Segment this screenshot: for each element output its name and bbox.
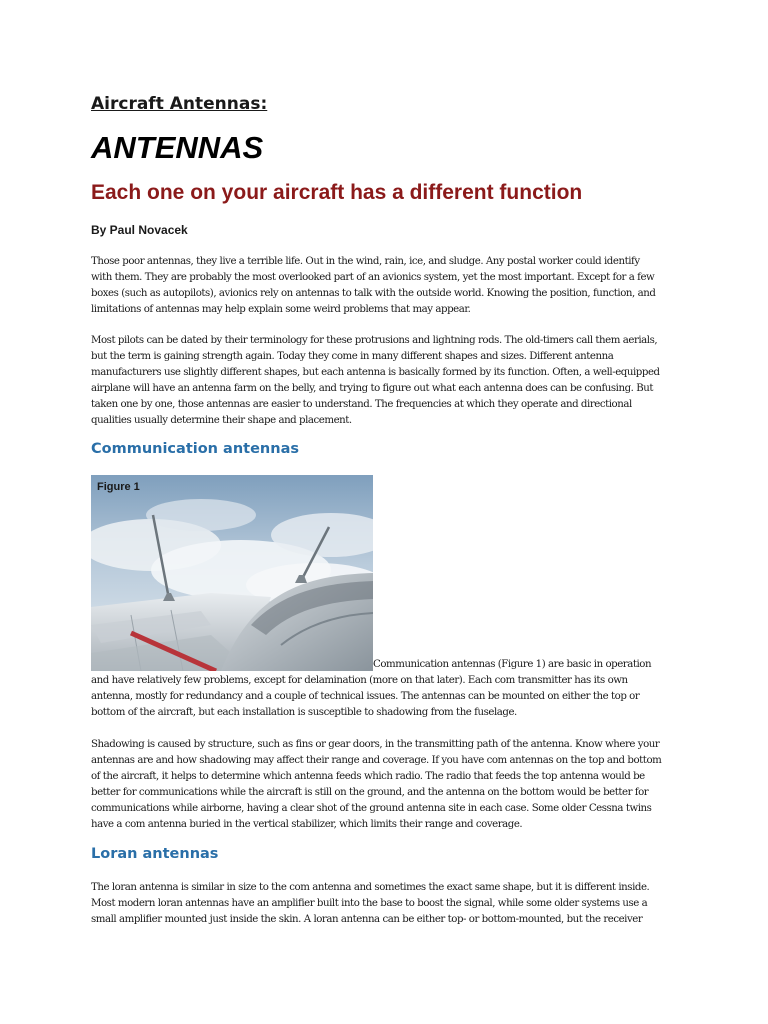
article-subtitle: Each one on your aircraft has a different function (91, 181, 583, 204)
figure-1-photo (91, 475, 373, 671)
section-heading-communication: Communication antennas (91, 441, 299, 457)
paragraph: The loran antenna is similar in size to the com antenna and sometimes the exact same shape, but it is different inside. Most modern loran antennas have an amplifier built into the base to boost the signal, while some older systems use a small amplifier mounted just inside the skin. A loran antenna can be either top- or bottom-mounted, but the receiver (91, 882, 650, 926)
paragraph-lead: Communication antennas (Figure 1) are basic in operation (373, 659, 652, 670)
paragraph: Those poor antennas, they live a terrible life. Out in the wind, rain, ice, and sludge. Any postal worker could identify with them. They are probably the most overlooked part of an avionics system, yet the most important. Except for a few boxes (such as autopilots), avionics rely on antennas to talk with the outside world. Knowing the position, function, and limitations of antennas may help explain some weird problems that may appear. (91, 256, 656, 316)
article-title: ANTENNAS (91, 130, 264, 165)
section-heading-loran: Loran antennas (91, 846, 219, 862)
paragraph: Shadowing is caused by structure, such as fins or gear doors, in the transmitting path of the antenna. Know where your antennas are and how shadowing may affect their range and coverage. If you have com antennas on the top and bottom of the aircraft, it helps to determine which antenna feeds which radio. The radio that feeds the top antenna would be better for communications while the aircraft is still on the ground, and the antenna on the bottom would be better for communications while airborne, having a clear shot of the ground antenna site in each case. Some older Cessna twins have a com antenna buried in the vertical stabilizer, which limits their range and coverage. (91, 739, 662, 831)
paragraph: Most pilots can be dated by their terminology for these protrusions and lightning rods. The old-timers call them aerials, but the term is gaining strength again. Today they come in many different shapes and sizes. Different antenna manufacturers use slightly different shapes, but each antenna is basically formed by its function. Often, a well-equipped airplane will have an antenna farm on the belly, and trying to figure out what each antenna does can be confusing. But taken one by one, those antennas are easier to understand. The frequencies at which they operate and directional qualities usually determine their shape and placement. (91, 335, 660, 427)
paragraph: and have relatively few problems, except for delamination (more on that later). Each com transmitter has its own antenna, mostly for redundancy and a couple of technical issues. The antennas can be mounted on either the top or bottom of the aircraft, but each installation is susceptible to shadowing from the fuselage. (91, 675, 640, 719)
byline: By Paul Novacek (91, 223, 188, 237)
article-kicker: Aircraft Antennas: (91, 94, 268, 114)
figure-label: Figure 1 (97, 481, 140, 493)
